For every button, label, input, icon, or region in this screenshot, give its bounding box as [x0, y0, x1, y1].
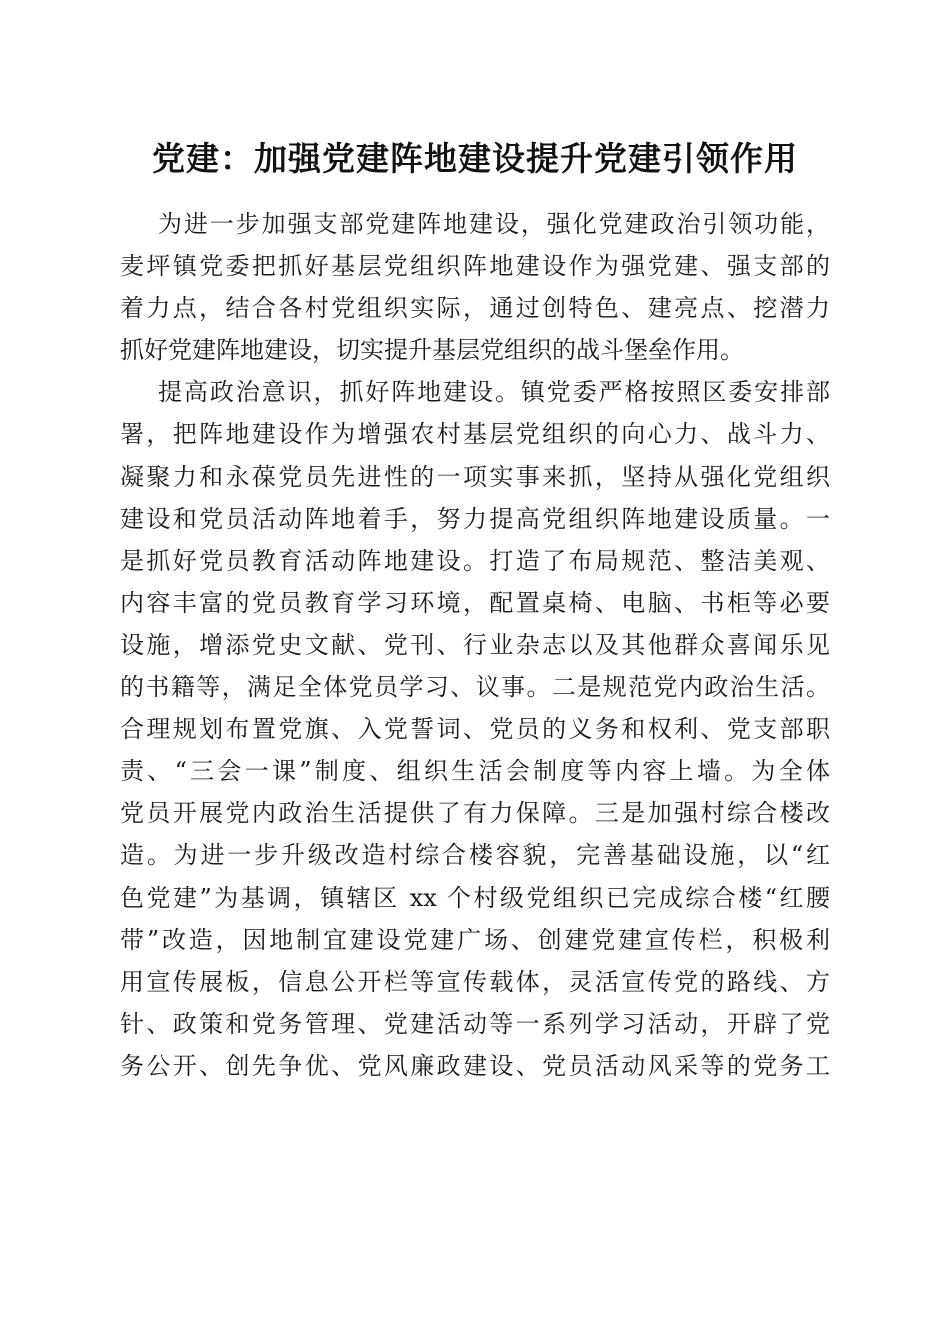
paragraph-line: 提高政治意识，抓好阵地建设。镇党委严格按照区委安排部	[158, 378, 830, 407]
paragraph-line: 合理规划布置党旗、入党誓词、党员的义务和权利、党支部职	[120, 715, 830, 744]
paragraph-main	[120, 371, 830, 1087]
document-body	[120, 203, 830, 1087]
paragraph-line: 署，把阵地建设作为增强农村基层党组织的向心力、战斗力、	[120, 420, 830, 449]
paragraph-line: 麦坪镇党委把抓好基层党组织阵地建设作为强党建、强支部的	[120, 252, 830, 281]
paragraph-line: 为进一步加强支部党建阵地建设，强化党建政治引领功能，	[158, 210, 830, 238]
paragraph-line: 凝聚力和永葆党员先进性的一项实事来抓，坚持从强化党组织	[120, 462, 830, 491]
paragraph-line: 色党建”为基调，镇辖区 xx 个村级党组织已完成综合楼“红腰	[120, 883, 830, 912]
paragraph-intro	[120, 203, 830, 371]
paragraph-line: 用宣传展板，信息公开栏等宣传载体，灵活宣传党的路线、方	[120, 967, 830, 996]
paragraph-line: 的书籍等，满足全体党员学习、议事。二是规范党内政治生活。	[120, 673, 830, 702]
paragraph-line: 内容丰富的党员教育学习环境，配置桌椅、电脑、书柜等必要	[120, 588, 830, 617]
paragraph-line: 针、政策和党务管理、党建活动等一系列学习活动，开辟了党	[120, 1009, 830, 1038]
document-title: 党建：加强党建阵地建设提升党建引领作用	[152, 139, 798, 178]
paragraph-line: 造。为进一步升级改造村综合楼容貌，完善基础设施，以“红	[120, 841, 830, 870]
paragraph-line: 带”改造，因地制宜建设党建广场、创建党建宣传栏，积极利	[120, 925, 830, 954]
paragraph-line: 建设和党员活动阵地着手，努力提高党组织阵地建设质量。一	[120, 504, 830, 533]
paragraph-line: 抓好党建阵地建设，切实提升基层党组织的战斗堡垒作用。	[120, 336, 744, 365]
paragraph-line: 着力点，结合各村党组织实际，通过创特色、建亮点、挖潜力	[120, 294, 830, 323]
paragraph-line: 党员开展党内政治生活提供了有力保障。三是加强村综合楼改	[120, 799, 830, 828]
paragraph-line: 务公开、创先争优、党风廉政建设、党员活动风采等的党务工	[120, 1051, 830, 1080]
paragraph-line: 是抓好党员教育活动阵地建设。打造了布局规范、整洁美观、	[120, 546, 830, 575]
paragraph-line: 责、“三会一课”制度、组织生活会制度等内容上墙。为全体	[120, 757, 830, 786]
paragraph-line: 设施，增添党史文献、党刊、行业杂志以及其他群众喜闻乐见	[120, 630, 830, 659]
